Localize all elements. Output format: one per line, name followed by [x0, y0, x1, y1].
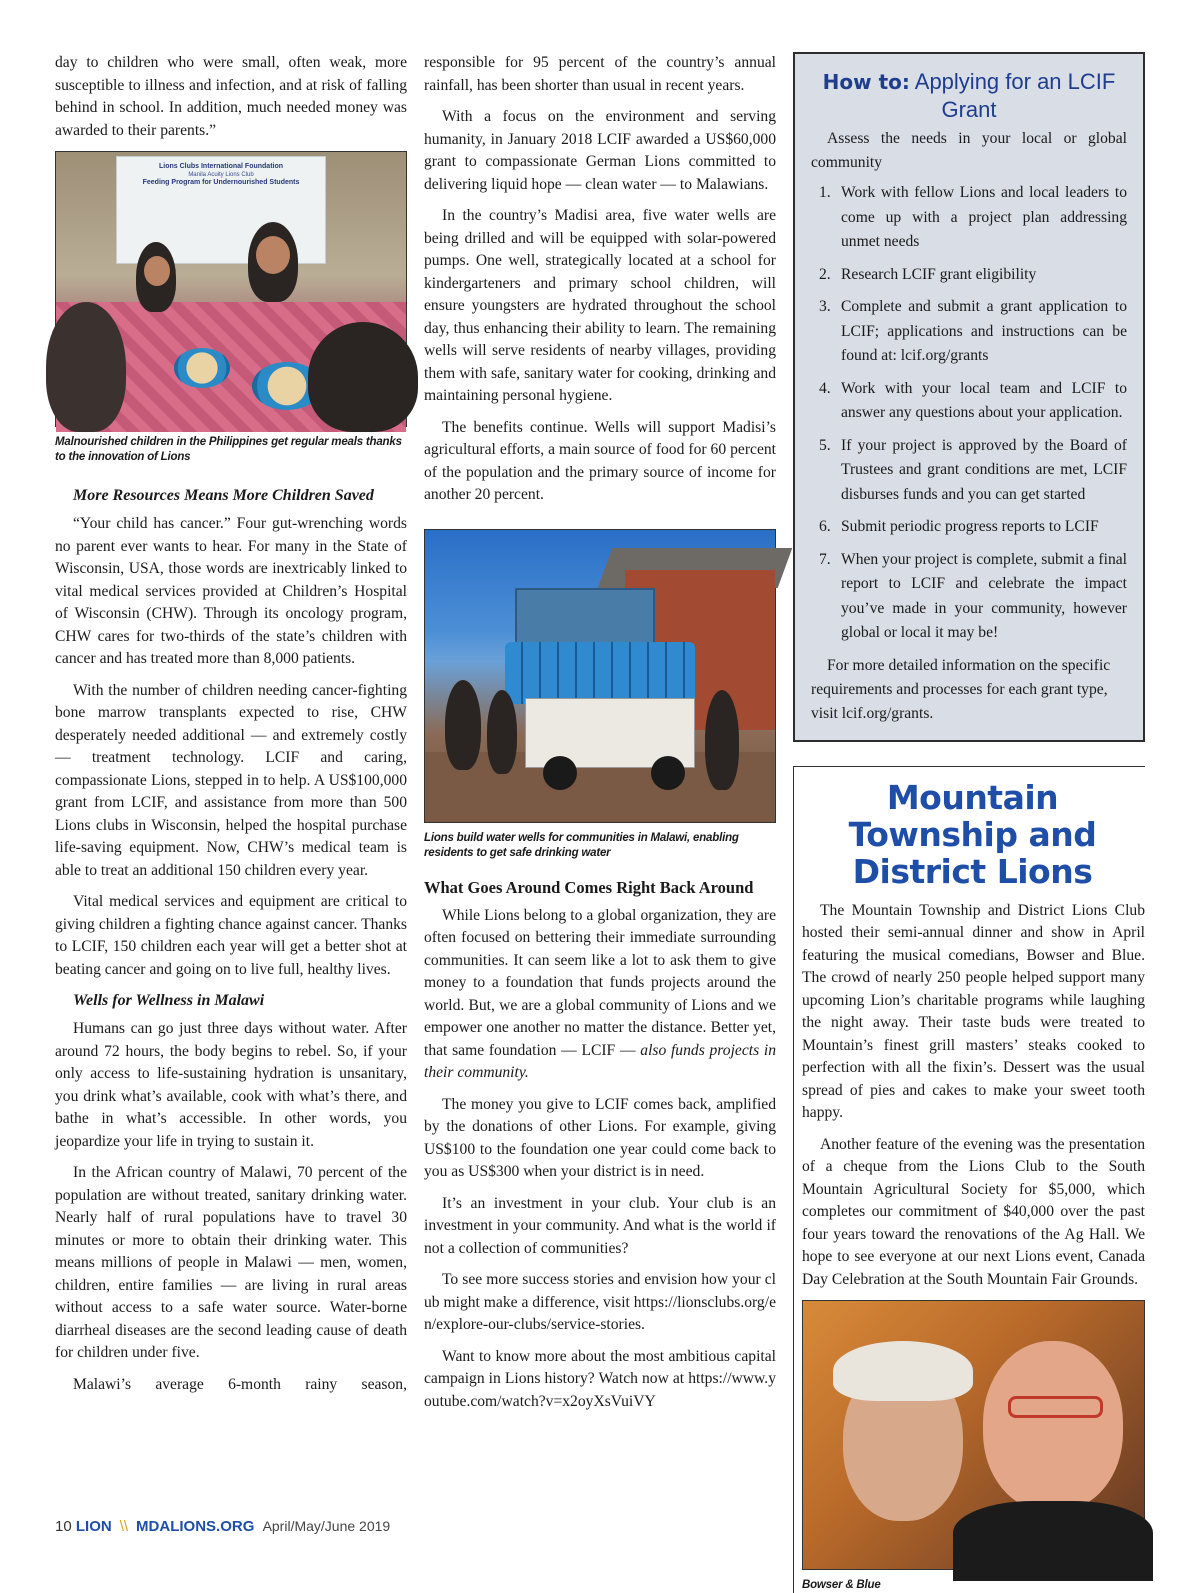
how-to-title-rest: Applying for an LCIF Grant [910, 69, 1115, 122]
banner-line2: Feeding Program for Undernourished Students [117, 179, 325, 187]
photo-person [445, 680, 481, 770]
step-number: 7. [819, 548, 831, 573]
step-item [811, 263, 1127, 288]
step-text: Work with your local team and LCIF to answer any questions about your application. [841, 380, 1127, 422]
col2-lead-paragraph: responsible for 95 percent of the country’s annual rainfall, has been shorter than usual in recent years. [424, 52, 776, 97]
section-heading-wells-malawi: Wells for Wellness in Malawi [73, 990, 407, 1012]
step-item [811, 377, 1127, 426]
col1-lead-paragraph: day to children who were small, often weak, more susceptible to illness and infection, and at risk of falling behind in school. In addition, much needed money was awarded to their parents.” [55, 52, 407, 142]
photo-child [46, 302, 126, 432]
photo-person [487, 690, 517, 774]
mountain-paragraph: The Mountain Township and District Lions Club hosted their semi-annual dinner and show in April featuring the musical comedians, Bowser and Blue. The crowd of nearly 250 people helped support many upcoming Lion’s charitable programs while laughing the night away. Their taste buds were treated to Mountain’s finest grill masters’ steaks cooked to perfection with all the fixin’s. Dessert was the usual spread of pies and cakes to make your sweet tooth happy. [802, 900, 1145, 1125]
col2-paragraph: It’s an investment in your club. Your club is an investment in your community. And what is the world if not a collection of communities? [424, 1193, 776, 1261]
column-2 [424, 52, 776, 1422]
photo2-caption: Lions build water wells for communities in Malawi, enabling residents to get safe drinking water [424, 831, 776, 861]
magazine-name: LION [76, 1518, 112, 1535]
step-text: Submit periodic progress reports to LCIF [841, 518, 1099, 535]
page-footer [55, 1518, 390, 1535]
how-to-intro: Assess the needs in your local or global community [811, 127, 1127, 175]
photo-person [705, 690, 739, 790]
banner-title: Lions Clubs International Foundation [117, 163, 325, 171]
col2-p4-main: While Lions belong to a global organization, they are often focused on bettering their immediate surrounding communities. It can seem like a lot to ask them to give money to a foundation that funds projects around the world. But, we are a global community of Lions and we empower one another no matter the distance. Better yet, that same foundation — LCIF — [424, 907, 776, 1059]
col2-paragraph: In the country’s Madisi area, five water wells are being drilled and will be equipped with solar-powered pumps. One well, strategically located at a school for kindergarteners and primary school children, will ensure youngsters are hydrated throughout the school day, thus enhancing their ability to learn. The remaining wells will serve residents of nearby villages, providing them with safe, sanitary water for cooking, drinking and maintaining personal hygiene. [424, 205, 776, 408]
website-link[interactable]: MDALIONS.ORG [136, 1518, 254, 1535]
step-text: When your project is complete, submit a final report to LCIF and celebrate the impact you’ve made in your community, however global or local it may be! [841, 551, 1127, 642]
photo-face-right [983, 1341, 1123, 1511]
banner-line1: Manila Acuity Lions Club [188, 172, 253, 178]
how-to-outro: For more detailed information on the specific requirements and processes for each grant type, visit lcif.org/grants. [811, 654, 1127, 726]
step-item [811, 515, 1127, 540]
step-text: Research LCIF grant eligibility [841, 266, 1036, 283]
step-text: If your project is approved by the Board of Trustees and grant conditions are met, LCIF disburses funds and you can get started [841, 437, 1127, 503]
step-item [811, 434, 1127, 508]
col2-paragraph: To see more success stories and envision how your club might make a difference, visit https://lionsclubs.org/en/explore-our-clubs/service-stories. [424, 1269, 776, 1337]
step-number: 2. [819, 263, 831, 288]
page-number: 10 [55, 1518, 72, 1535]
how-to-steps [811, 181, 1127, 646]
step-item [811, 295, 1127, 369]
col1-paragraph: In the African country of Malawi, 70 percent of the population are without treated, sanitary drinking water. Nearly half of rural populations have to travel 30 minutes or more to obtain their drinking water. This means millions of people in Malawi — men, women, children, entire families — are living in rural areas without access to a safe water source. Water-borne diarrheal diseases are the second leading cause of death for children under five. [55, 1162, 407, 1365]
photo-hair-left [833, 1341, 973, 1401]
photo3-caption: Bowser & Blue [802, 1578, 1145, 1593]
col2-paragraph: Want to know more about the most ambitious capital campaign in Lions history? Watch now at https://www.youtube.com/watch?v=x2oyXsVuiVY [424, 1346, 776, 1414]
column-1 [55, 52, 407, 1405]
step-text: Complete and submit a grant application to LCIF; applications and instructions can be found at: lcif.org/grants [841, 298, 1127, 364]
col1-paragraph: With the number of children needing cancer-fighting bone marrow transplants expected to rise, CHW desperately needed additional — and extremely costly — treatment technology. LCIF and caring, compassionate Lions, stepped in to help. A US$100,000 grant from LCIF, and assistance from more than 500 Lions clubs in Wisconsin, helped the hospital purchase life-saving equipment. Now, CHW’s medical team is able to treat an additional 150 children every year. [55, 680, 407, 883]
photo-child-face [256, 236, 290, 274]
col1-paragraph: “Your child has cancer.” Four gut-wrenching words no parent ever wants to hear. For many in the State of Wisconsin, USA, those words are inextricably linked to vital medical services provided at Children’s Hospital of Wisconsin (CHW). Through its oncology program, CHW cares for two-thirds of the state’s children with cancer and has treated more than 8,000 patients. [55, 513, 407, 671]
section-heading-goes-around: What Goes Around Comes Right Back Around [424, 877, 776, 899]
col2-p4-italic: also funds projects in their community. [424, 1042, 776, 1082]
issue-date: April/May/June 2019 [263, 1518, 391, 1534]
how-to-sidebar [793, 52, 1145, 742]
col2-paragraph: The money you give to LCIF comes back, amplified by the donations of other Lions. For example, giving US$100 to the foundation one year could come back to you as US$300 when your district is in need. [424, 1094, 776, 1184]
how-to-label: How to: [823, 70, 910, 94]
step-number: 4. [819, 377, 831, 402]
col1-paragraph: Malawi’s average 6-month rainy season, [55, 1374, 407, 1397]
photo-child [308, 322, 418, 432]
photo-child-face [144, 256, 170, 286]
how-to-title [811, 68, 1127, 123]
photo-glasses [1008, 1396, 1103, 1418]
col1-paragraph: Humans can go just three days without water. After around 72 hours, the body begins to rebel. So, if your only access to life-sustaining hydration is unsanitary, you drink what’s available, cook with what’s there, and bathe in what’s accessible. In other words, you jeopardize your life in trying to sustain it. [55, 1018, 407, 1153]
photo-plate [174, 348, 230, 388]
mountain-township-title: Mountain Township and District Lions [800, 779, 1145, 890]
footer-separator: \\ [120, 1518, 128, 1535]
step-number: 1. [819, 181, 831, 206]
step-number: 6. [819, 515, 831, 540]
photo-truck-wheel [651, 756, 685, 790]
photo-blue-pipes [505, 642, 695, 704]
feeding-program-photo [55, 151, 407, 427]
photo-truck-wheel [543, 756, 577, 790]
column-3 [793, 52, 1145, 1593]
step-item [811, 181, 1127, 255]
col2-paragraph [424, 905, 776, 1085]
photo1-caption: Malnourished children in the Philippines get regular meals thanks to the innovation of Lions [55, 435, 407, 465]
col2-paragraph: With a focus on the environment and serving humanity, in January 2018 LCIF awarded a US$60,000 grant to compassionate German Lions committed to delivering liquid hope — clean water — to Malawians. [424, 106, 776, 196]
step-item [811, 548, 1127, 646]
col2-paragraph: The benefits continue. Wells will support Madisi’s agricultural efforts, a main source of food for 60 percent of the population and the primary source of income for another 20 percent. [424, 417, 776, 507]
step-text: Work with fellow Lions and local leaders to come up with a project plan addressing unmet needs [841, 184, 1127, 250]
col1-paragraph: Vital medical services and equipment are critical to giving children a fighting chance against cancer. Thanks to LCIF, 150 children each year will get a better shot at beating cancer and going on to live full, healthy lives. [55, 891, 407, 981]
mountain-township-section [793, 766, 1145, 1593]
step-number: 5. [819, 434, 831, 459]
photo-jacket [953, 1501, 1153, 1581]
bowser-and-blue-photo [802, 1300, 1145, 1570]
step-number: 3. [819, 295, 831, 320]
mountain-paragraph: Another feature of the evening was the presentation of a cheque from the Lions Club to the South Mountain Agricultural Society for $5,000, which completes our commitment of $40,000 over the past four years toward the renovations of the Ag Hall. We hope to see everyone at our next Lions event, Canada Day Celebration at the South Mountain Fair Grounds. [802, 1134, 1145, 1292]
water-wells-photo [424, 529, 776, 823]
section-heading-children-saved: More Resources Means More Children Saved [73, 485, 407, 507]
